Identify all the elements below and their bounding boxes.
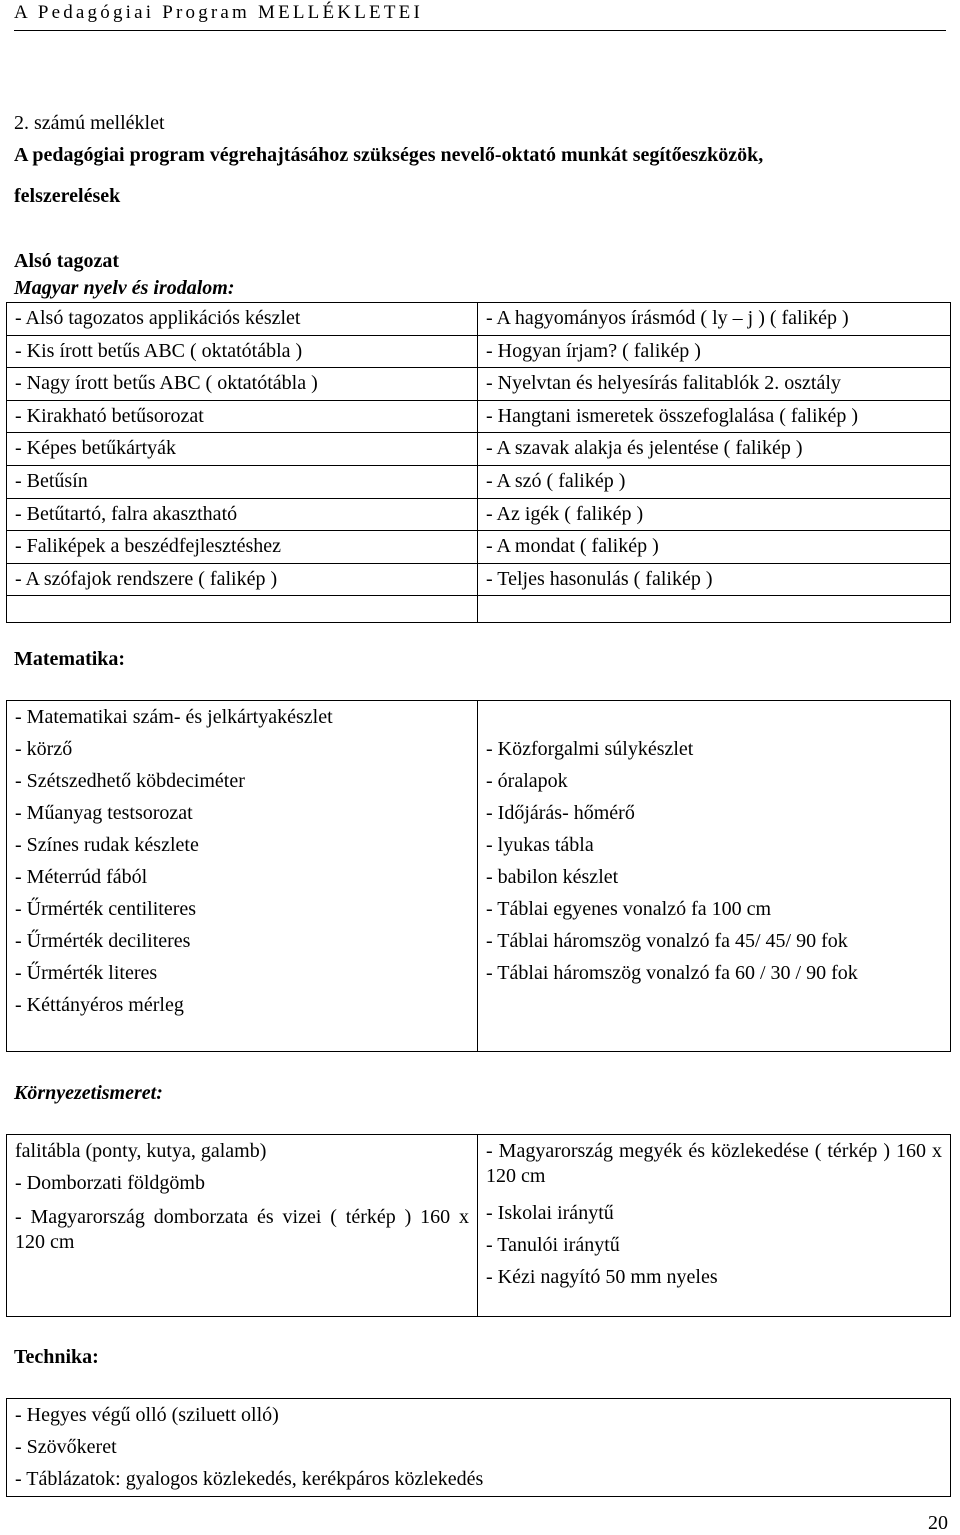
- table-row: [7, 368, 951, 401]
- table-row: [7, 1399, 951, 1497]
- table-cell: - Alsó tagozatos applikációs készlet: [7, 303, 478, 336]
- magyar-equipment-table: [6, 302, 951, 623]
- table-row: [7, 400, 951, 433]
- technika-equipment-table: [6, 1398, 951, 1497]
- list-item: - körző: [15, 738, 73, 760]
- table-cell: - Nagy írott betűs ABC ( oktatótábla ): [7, 368, 478, 401]
- running-header: A Pedagógiai Program MELLÉKLETEI: [14, 2, 946, 31]
- list-item: - Táblai háromszög vonalzó fa 60 / 30 / 90 fok: [486, 962, 858, 984]
- list-item: - Méterrúd fából: [15, 866, 148, 888]
- table-row: [7, 596, 951, 623]
- table-row: [7, 433, 951, 466]
- table-cell: - Kirakható betűsorozat: [7, 400, 478, 433]
- table-cell: - Nyelvtan és helyesírás falitablók 2. osztály: [478, 368, 951, 401]
- list-item: [486, 701, 950, 733]
- list-item: - Domborzati földgömb: [15, 1172, 205, 1194]
- table-cell: - Kis írott betűs ABC ( oktatótábla ): [7, 335, 478, 368]
- table-cell: - Betűsín: [7, 465, 478, 498]
- list-item: - Hegyes végű olló (sziluett olló): [15, 1404, 279, 1426]
- list-item: - Űrmérték literes: [15, 962, 158, 984]
- list-item: - Szövőkeret: [15, 1436, 117, 1458]
- table-cell: [478, 596, 951, 623]
- list-item: - Táblai egyenes vonalzó fa 100 cm: [486, 898, 772, 920]
- table-row: [7, 498, 951, 531]
- list-item: - Szétszedhető köbdeciméter: [15, 770, 245, 792]
- list-item: - Magyarország megyék és közlekedése ( térkép ) 160 x 120 cm: [486, 1140, 942, 1187]
- table-cell: [7, 596, 478, 623]
- list-item: - Kéttányéros mérleg: [15, 994, 184, 1016]
- table-row: [7, 465, 951, 498]
- table-cell: - A szófajok rendszere ( falikép ): [7, 563, 478, 596]
- list-item: - Űrmérték deciliteres: [15, 930, 191, 952]
- document-title-line2: felszerelések: [14, 185, 121, 207]
- kornyezet-equipment-table: [6, 1134, 951, 1317]
- table-cell: - A szavak alakja és jelentése ( falikép ): [478, 433, 951, 466]
- list-item: - Táblázatok: gyalogos közlekedés, kerékpáros közlekedés: [15, 1468, 484, 1490]
- korny-right-column: [478, 1135, 951, 1317]
- list-item: - Tanulói iránytű: [486, 1234, 620, 1256]
- matematika-equipment-table: [6, 700, 951, 1052]
- matek-right-column: [478, 701, 951, 1052]
- korny-left-column: [7, 1135, 478, 1317]
- list-item: - lyukas tábla: [486, 834, 594, 856]
- table-row: [7, 531, 951, 564]
- table-row: [7, 1135, 951, 1317]
- table-cell: - Teljes hasonulás ( falikép ): [478, 563, 951, 596]
- list-item: - óralapok: [486, 770, 568, 792]
- tech-column: [7, 1399, 951, 1497]
- list-item: - babilon készlet: [486, 866, 619, 888]
- list-item: [486, 989, 950, 1021]
- list-item: - Táblai háromszög vonalzó fa 45/ 45/ 90 fok: [486, 930, 848, 952]
- table-cell: - Képes betűkártyák: [7, 433, 478, 466]
- subject-heading-technika: Technika:: [14, 1346, 99, 1368]
- list-item: - Közforgalmi súlykészlet: [486, 738, 694, 760]
- table-row: [7, 563, 951, 596]
- table-cell: - A mondat ( falikép ): [478, 531, 951, 564]
- list-item: - Matematikai szám- és jelkártyakészlet: [15, 706, 333, 728]
- list-item: - Űrmérték centiliteres: [15, 898, 197, 920]
- table-cell: - A szó ( falikép ): [478, 465, 951, 498]
- table-cell: - Az igék ( falikép ): [478, 498, 951, 531]
- table-cell: - A hagyományos írásmód ( ly – j ) ( falikép ): [478, 303, 951, 336]
- subject-heading-matematika: Matematika:: [14, 648, 126, 670]
- list-item: - Kézi nagyító 50 mm nyeles: [486, 1266, 718, 1288]
- list-item: - Műanyag testsorozat: [15, 802, 193, 824]
- list-item: falitábla (ponty, kutya, galamb): [15, 1140, 267, 1162]
- annex-number: 2. számú melléklet: [14, 112, 165, 134]
- matek-left-column: [7, 701, 478, 1052]
- table-row: [7, 303, 951, 336]
- list-item: - Magyarország domborzata és vizei ( térkép ) 160 x 120 cm: [15, 1206, 469, 1253]
- subject-heading-magyar: Magyar nyelv és irodalom:: [14, 277, 235, 299]
- page-number: 20: [928, 1512, 948, 1534]
- table-cell: - Betűtartó, falra akasztható: [7, 498, 478, 531]
- document-title-line1: A pedagógiai program végrehajtásához szükséges nevelő-oktató munkát segítőeszközök,: [14, 144, 764, 166]
- subject-heading-kornyezet: Környezetismeret:: [14, 1082, 163, 1104]
- table-row: [7, 701, 951, 1052]
- table-row: [7, 335, 951, 368]
- section-lower-grades: Alsó tagozat: [14, 250, 119, 272]
- list-item: - Színes rudak készlete: [15, 834, 199, 856]
- list-item: - Időjárás- hőmérő: [486, 802, 635, 824]
- table-cell: - Hogyan írjam? ( falikép ): [478, 335, 951, 368]
- list-item: - Iskolai iránytű: [486, 1202, 614, 1224]
- table-cell: - Hangtani ismeretek összefoglalása ( falikép ): [478, 400, 951, 433]
- table-cell: - Faliképek a beszédfejlesztéshez: [7, 531, 478, 564]
